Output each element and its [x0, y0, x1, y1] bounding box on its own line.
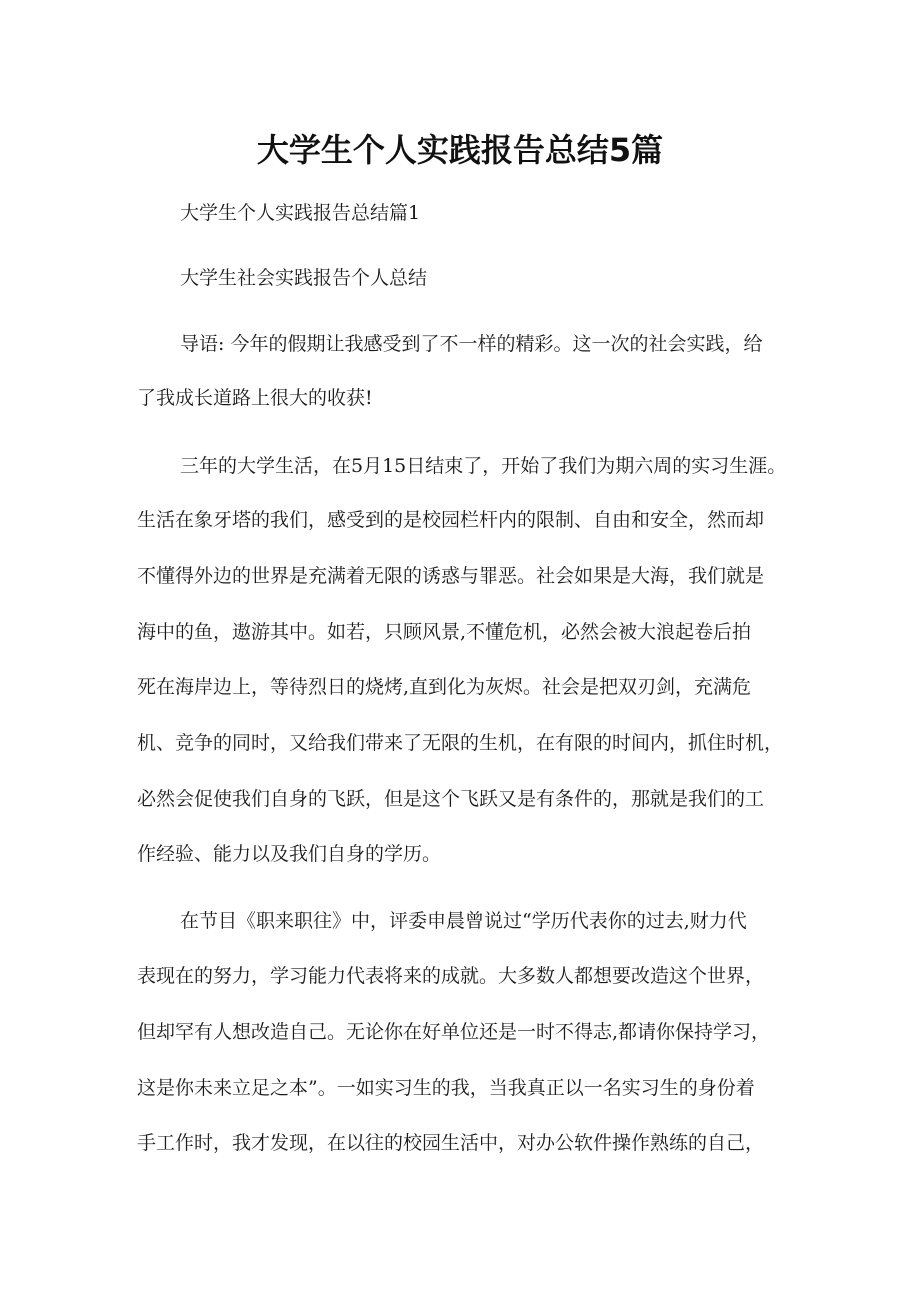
paragraph-line: 生活在象牙塔的我们，感受到的是校园栏杆内的限制、自由和安全，然而却 [137, 509, 765, 531]
paragraph-line: 手工作时，我才发现，在以往的校园生活中，对办公软件操作熟练的自己， [137, 1132, 765, 1154]
paragraph-line: 了我成长道路上很大的收获! [137, 387, 373, 409]
paragraph-line: 必然会促使我们自身的飞跃，但是这个飞跃又是有条件的，那就是我们的工 [137, 788, 765, 810]
section-heading: 大学生个人实践报告总结篇1 [180, 202, 421, 224]
paragraph-line: 海中的鱼，遨游其中。如若，只顾风景,不懂危机，必然会被大浪起卷后拍 [137, 621, 752, 643]
paragraph-line: 导语: 今年的假期让我感受到了不一样的精彩。这一次的社会实践，给 [180, 333, 763, 355]
paragraph-line: 死在海岸边上，等待烈日的烧烤,直到化为灰烬。社会是把双刃剑，充满危 [137, 676, 752, 698]
paragraph-line: 作经验、能力以及我们自身的学历。 [137, 843, 442, 865]
paragraph-line: 三年的大学生活，在5月15日结束了，开始了我们为期六周的实习生涯。 [180, 455, 787, 477]
document-title: 大学生个人实践报告总结5篇 [256, 131, 664, 169]
paragraph-line: 表现在的努力，学习能力代表将来的成就。大多数人都想要改造这个世界， [137, 965, 765, 987]
paragraph-line: 这是你未来立足之本”。一如实习生的我，当我真正以一名实习生的身份着 [137, 1077, 755, 1099]
paragraph-line: 机、竞争的同时，又给我们带来了无限的生机，在有限的时间内，抓住时机， [137, 732, 784, 754]
section-subheading: 大学生社会实践报告个人总结 [180, 267, 428, 289]
paragraph-line: 在节目《职来职往》中，评委申晨曾说过“学历代表你的过去,财力代 [180, 910, 747, 932]
paragraph-line: 但却罕有人想改造自己。无论你在好单位还是一时不得志,都请你保持学习， [137, 1021, 771, 1043]
paragraph-line: 不懂得外边的世界是充满着无限的诱惑与罪恶。社会如果是大海，我们就是 [137, 565, 765, 587]
